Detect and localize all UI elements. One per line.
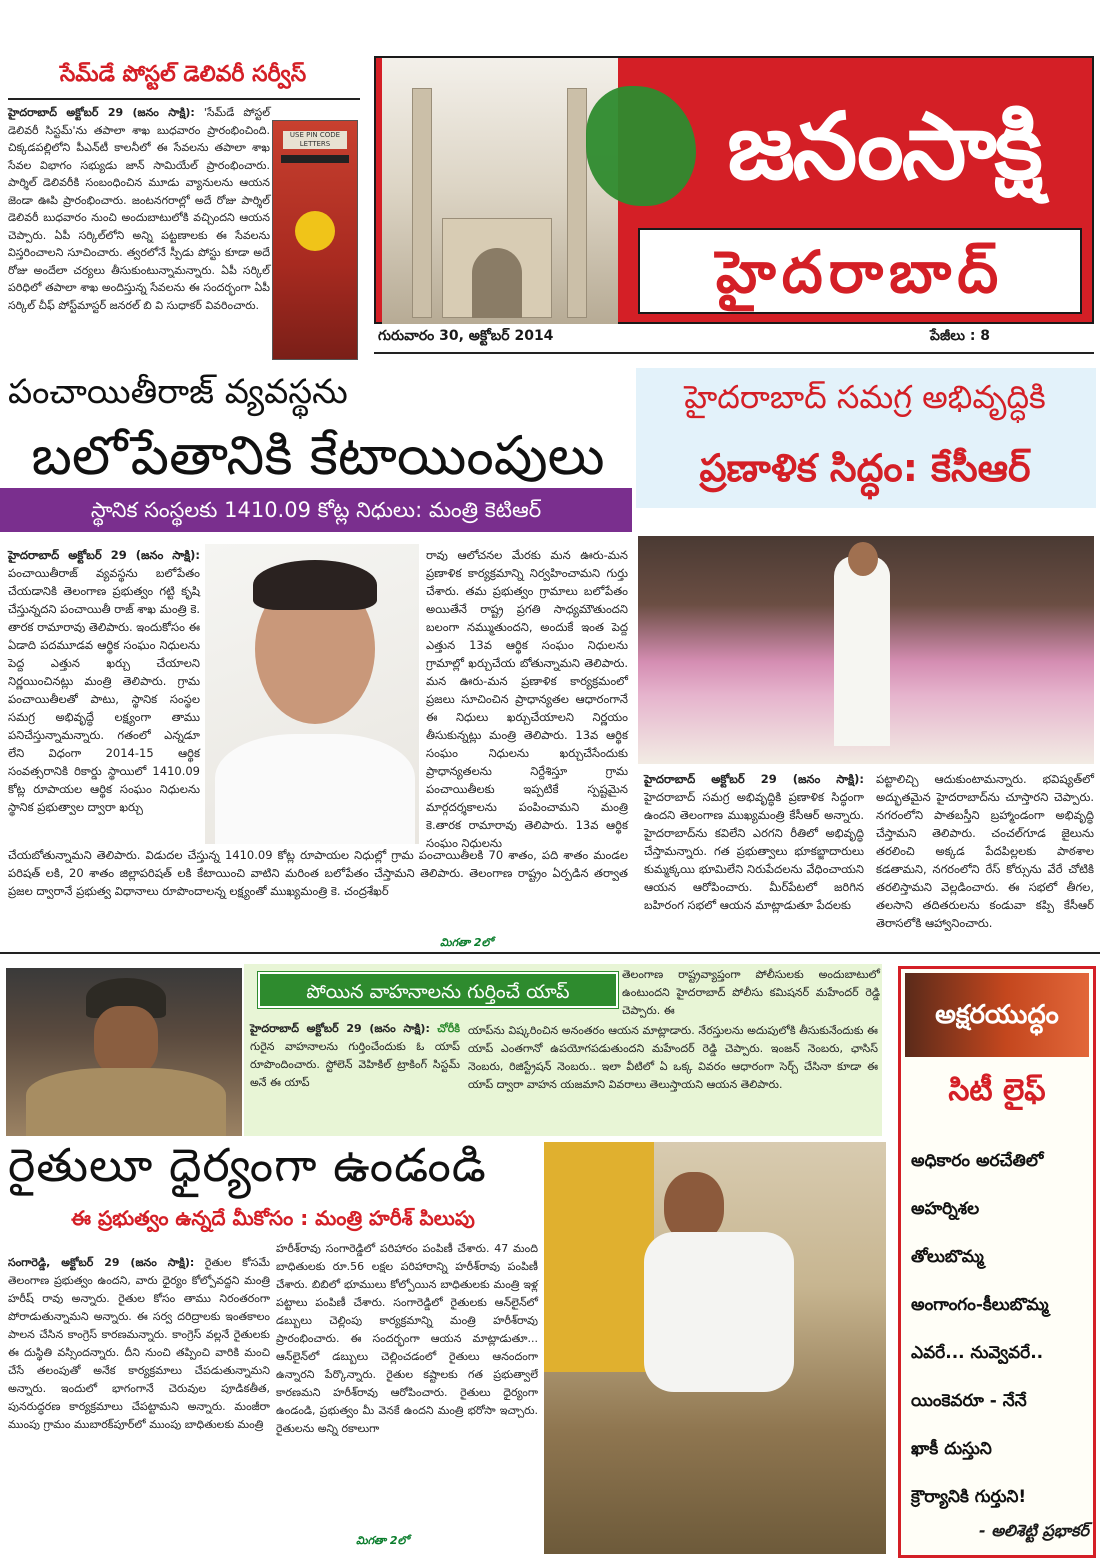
poem-line: క్రౌర్యానికి గుర్తుని! [911,1487,1027,1507]
pin-code-plate: USE PIN CODE LETTERS [283,131,347,149]
issue-date: గురువారం 30, అక్టోబర్ 2014 [378,328,554,344]
masthead-rule [374,352,1094,354]
poem-box [898,966,1096,1558]
panchayat-kicker: పంచాయితీరాజ్ వ్యవస్థను [8,372,348,412]
postal-dateline: హైదరాబాద్ అక్టోబర్ 29 (జనం సాక్షి): [8,106,195,119]
postal-body: 'సేమ్‌డే పోస్టల్ డెలివరీ సిస్టమ్'ను తపాలా శాఖ బుధవారం ప్రారంభించింది. చిక్కడపల్లిలోని పీఎన్‌టీ కాలనీలో ఈ సేవలను తపాలా శాఖ సేవల విభాగం సభ్యుడు జాన్ సామియేల్ ప్రారంభించారు. పార్శిల్ డెలివరీకి సంబంధించిన మూడు వ్యానులను ఆయన జెండా ఊపి ప్రారంభించారు. జంటనగరాల్లో అదే రోజు పార్శిల్ డెలివరీ బుధవారం నుంచి అందుబాటులోకి వచ్చిందని ఆయన చెప్పారు. ఏపీ సర్కిల్‌లోని అన్ని పట్టణాలకు ఈ సేవలను విస్తరించాలని సూచించారు. త్వరలోనే స్పీడు పోస్టు కూడా అదే రోజు అందేలా చర్యలు తీసుకుంటున్నామన్నారు. ఏపీ సర్కిల్ పరిధిలో తపాలా శాఖ అందిస్తున్న సేవలను ఈ సందర్భంగా ఏపీ సర్కిల్ చీఫ్ పోస్ట్‌మాస్టర్ జనరల్ బి వి సుధాకర్ వివరించారు. [8,106,270,312]
kcr-rally-photo [638,536,1094,764]
india-post-logo [295,211,335,251]
edition-box [638,228,1082,314]
poem-author: - అలిశెట్టి ప్రభాకర్ [979,1521,1089,1540]
kcr-dateline: హైదరాబాద్ అక్టోబర్ 29 (జనం సాక్షి): [644,772,864,786]
vehicles-col1-text: గురైన వాహనాలను గుర్తించేందుకు ఓ యాప్ రూపొందించారు. స్టోలెన్ వెహికిల్ ట్రాకింగ్ సిస్టమ్ అనే ఈ యాప్ [250,1040,460,1089]
charminar-photo [382,58,618,324]
harish-rao-photo [544,1142,886,1554]
poem-banner: అక్షరయుద్ధం [905,973,1089,1057]
section-rule-1 [0,952,1100,954]
postal-headline-rule [8,98,360,100]
letter-slot [281,155,349,163]
kcr-col1-text: హైదరాబాద్ సమగ్ర అభివృద్ధికి ప్రణాళిక సిద్ధంగా ఉందని తెలంగాణ ముఖ్యమంత్రి కేసీఆర్ అన్నారు. హైదరాబాద్‌ను కవిలేని ఎరగని రీతిలో అభివృద్ధి చేస్తామన్నారు. గత ప్రభుత్వాలు భూకబ్జాదారులు కుమ్మక్కయి భూమిలేని నిరుపేదలను వేధించాయని ఆయన ఆరోపించారు. మీర్‌పేటలో జరిగిన బహిరంగ సభలో ఆయన మాట్లాడుతూ పేదలకు [644,790,864,912]
postal-headline: సేమ్‌డే పోస్టల్ డెలివరీ సర్వీస్ [59,62,307,87]
farmers-col1-text: రైతుల కోసమే తెలంగాణ ప్రభుత్వం ఉందని, వారు ధైర్యం కోల్పోవద్దని మంత్రి హరీష్ రావు అన్నారు. రైతుల కోసం తాము నిరంతరంగా పోరాడుతున్నామని అన్నారు. ఈ సర్వ దరిద్రాలకు ఇంతకాలం పాలన చేసిన కాంగ్రెస్ కారణమన్నారు. కాంగ్రెస్ వల్లనే రైతులకు ఈ దుస్థితి వస్సిందన్నారు. దీని నుంచి తప్పించి వారికి మంచి చేసే తలంపుతో అనేక కార్యక్రమాలు చేపడుతున్నామని అన్నారు. ఇందులో భాగంగానే చెరువుల పూడికతీత, పునరుద్ధరణ కార్యక్రమాలు చేపట్టామని అన్నారు. మంజీరా ముంపు గ్రామం ముబారక్‌పూర్‌లో ముంపు బాధితులకు మంత్రి [8,1256,270,1431]
poem-line: ఖాకీ దుస్తుని [911,1439,992,1459]
kcr-headline-1: హైదరాబాద్ సమగ్ర అభివృద్ధికి [684,378,1046,416]
commissioner-photo [6,968,242,1136]
masthead [374,56,1094,324]
poem-line: అధికారం అరచేతిలో [911,1151,1044,1171]
farmers-col1 [8,1254,270,1552]
ktr-portrait [205,544,419,844]
farmers-dateline: సంగారెడ్డి, అక్టోబర్ 29 (జనం సాక్షి): [8,1256,195,1269]
page-count: పేజీలు : 8 [930,328,991,344]
poem-title: సిటీ లైఫ్ [948,1073,1046,1108]
poem-line: అహర్నిశల [911,1199,980,1219]
vehicles-col1 [250,1020,460,1132]
vehicles-col2: యాప్‌ను విష్కరించిన అనంతరం ఆయన మాట్లాడారు. నేరస్తులను అదుపులోకి తీసుకునేందుకు ఈ యాప్ ఎంతగానో ఉపయోగపడుతుందని మహేందర్ రెడ్డి చెప్పారు. ఇంజన్ నెంబరు, ఛాసిస్ నెంబరు, రిజిస్ట్రేషన్ నెంబరు.. ఇలా వీటిలో ఏ ఒక్క వివరం ఆధారంగా సెర్చ్ చేసినా కూడా ఈ యాప్ ద్వారా వాహన యజమాని వివరాలు తెలుస్తాయని ఆయన తెలిపారు. [468,1024,878,1091]
poem-line: అంగాంగం-కీలుబొమ్మ [911,1295,1049,1315]
kcr-headline-2: ప్రణాళిక సిద్ధం: కేసీఆర్ [699,446,1031,490]
poem-line: తోలుబొమ్మ [911,1247,984,1267]
postal-article [8,104,270,362]
farmers-headline: రైతులూ ధైర్యంగా ఉండండి [8,1138,487,1192]
kcr-col1 [644,770,864,950]
vehicles-dateline: హైదరాబాద్ అక్టోబర్ 29 (జనం సాక్షి): [250,1022,430,1035]
kcr-col2: పట్టాలిచ్చి ఆదుకుంటామన్నారు. భవిష్యత్‌లో అద్భుతమైన హైదరాబాద్‌ను చూస్తారని చెప్పారు. నగరంలోని పాతబస్తీని బ్రహ్మాండంగా అభివృద్ధి చేస్తామని తెలిపారు. చంచల్‌గూడ జైలును తరలించి అక్కడ పేదపిల్లలకు పాఠశాల కడతామని, నగరంలోని రేస్ కోర్సును వేరే చోటికి తరలిస్తామని వెల్లడించారు. ఈ సభలో తీగల, తలసాని తదితరులను కండువా కప్పి కేసీఆర్ తెరాసలోకి ఆహ్వానించారు. [876,772,1094,930]
vehicles-top: తెలంగాణ రాష్ట్రవ్యాప్తంగా పోలీసులకు అందుబాటులో ఉంటుందని హైదరాబాద్ పోలీసు కమిషనర్ మహేందర్ రెడ్డి చెప్పారు. ఈ [622,968,880,1017]
panchayat-col1-text: పంచాయితీరాజ్ వ్యవస్థను బలోపేతం చేయడానికి తెలంగాణ ప్రభుత్వం గట్టి కృషి చేస్తున్నదని పంచాయితీ రాజ్ శాఖ మంత్రి కె. తారక రామారావు తెలిపారు. ఇందుకోసం ఈ ఏడాది పదమూడవ ఆర్థిక సంఘం నిధులను పెద్ద ఎత్తున ఖర్చు చేయాలని నిర్ణయించినట్లు మంత్రి తెలిపారు. గ్రామ పంచాయితీలతో పాటు, స్థానిక సంస్థల సమగ్ర అభివృద్ధే లక్ష్యంగా తాము పనిచేస్తున్నామన్నారు. గతంలో ఎన్నడూ లేని విధంగా 2014-15 ఆర్థిక సంవత్సరానికి రికార్డు స్థాయిలో 1410.09 కోట్ల రూపాయల ఆర్థిక సంఘం నిధులను స్థానిక ప్రభుత్వాల ద్వారా ఖర్చు [8,566,200,814]
panchayat-continued: మిగతా 2లో [440,936,493,949]
poem-line: ఎవరే... నువ్వెవరే.. [911,1343,1044,1363]
panchayat-headline: బలోపేతానికి కేటాయింపులు [31,424,605,487]
panchayat-col1 [8,546,200,842]
panchayat-col2: రావు ఆలోచనల మేరకు మన ఊరు-మన ప్రణాళిక కార్యక్రమాన్ని నిర్వహించామని గుర్తు చేశారు. తమ ప్రభుత్వం గ్రామాలు బలోపేతం అయితేనే రాష్ట్ర ప్రగతి సాధ్యమౌతుందని బలంగా నమ్ముతుందని, అందుకే ఇంత పెద్ద ఎత్తున 13వ ఆర్థిక సంఘం నిధులను గ్రామాల్లో ఖర్చుచేయ బోతున్నామని తెలిపారు. మన ఊరు-మన ప్రణాళిక కార్యక్రమంలో ప్రజలు సూచించిన ప్రాధాన్యతల ఆధారంగానే ఈ నిధులు ఖర్చుచేయాలని నిర్ణయం తీసుకున్నట్లు మంత్రి తెలిపారు. 13వ ఆర్థిక సంఘం నిధులను ఖర్చుచేసేందుకు ప్రాధాన్యతలను నిర్దేశిస్తూ గ్రామ పంచాయితీలకు ఇప్పటికే స్పష్టమైన మార్గదర్శకాలను పంపించామని మంత్రి కె.తారక రామారావు తెలిపారు. 13వ ఆర్థిక సంఘం నిధులను [426,548,628,850]
vehicles-headline: పోయిన వాహనాలను గుర్తించే యాప్ [258,972,618,1008]
edition-title: హైదరాబాద్ [715,238,1005,306]
panchayat-subhead: స్థానిక సంస్థలకు 1410.09 కోట్ల నిధులు: మంత్రి కెటిఆర్ [0,488,632,532]
farmers-subhead: ఈ ప్రభుత్వం ఉన్నదే మీకోసం : మంత్రి హరీశ్ పిలుపు [71,1206,475,1230]
brand-title: జనంసాక్షి [727,93,1041,200]
panchayat-dateline: హైదరాబాద్ అక్టోబర్ 29 (జనం సాక్షి): [8,548,200,562]
poem-lines [911,1137,1091,1517]
post-box-photo [272,120,358,360]
poem-line: యింకెవరూ - నేనే [911,1391,1027,1411]
panchayat-col1-full: చేయబోతున్నామని తెలిపారు. విడుదల చేస్తున్న 1410.09 కోట్ల రూపాయల నిధుల్లో గ్రామ పంచాయితీలకి 70 శాతం, పది శాతం మండల పరిషత్ లకి, 20 శాతం జిల్లాపరిషత్ లకి కేటాయించి వాటిని మరింత బలోపేతం చేస్తామని తెలిపారు. తెలంగాణ రాష్ట్రం ఏర్పడిన తర్వాత ప్రజల ద్వారానే ప్రభుత్వ విధానాలు రూపొందాలన్న లక్ష్యంతో ముఖ్యమంత్రి కె. చంద్రశేఖర్ [8,848,628,898]
farmers-col2: హరీశ్‌రావు సంగారెడ్డిలో పరిహారం పంపిణీ చేశారు. 47 మంది బాధితులకు రూ.56 లక్షల పరిహారాన్ని హరీశ్‌రావు పంపిణీ చేశారు. బిబిలో భూములు కోల్పోయిన బాధితులకు మంత్రి ఇళ్ల పట్టాలు పంపిణీ చేశారు. సంగారెడ్డిలో రైతులకు ఆన్‌లైన్‌లో డబ్బులు చెల్లింపు కార్యక్రమాన్ని మంత్రి హరీశ్‌రావు ప్రారంభించారు. ఈ సందర్భంగా ఆయన మాట్లాడుతూ... ఆన్‌లైన్‌లో డబ్బులు చెల్లించడంలో రైతులు ఆనందంగా ఉన్నారని పేర్కొన్నారు. రైతుల కష్టాలకు గత ప్రభుత్వాలే కారణమని హరీశ్‌రావు ఆరోపించారు. రైతులు ధైర్యంగా ఉండండి, ప్రభుత్వం మీ వెనకే ఉందని మంత్రి భరోసా ఇచ్చారు. రైతులను అన్ని రకాలుగా [276,1242,538,1435]
farmers-continued: మిగతా 2లో [356,1534,409,1547]
vehicles-lead: చోరీకి [437,1022,461,1035]
